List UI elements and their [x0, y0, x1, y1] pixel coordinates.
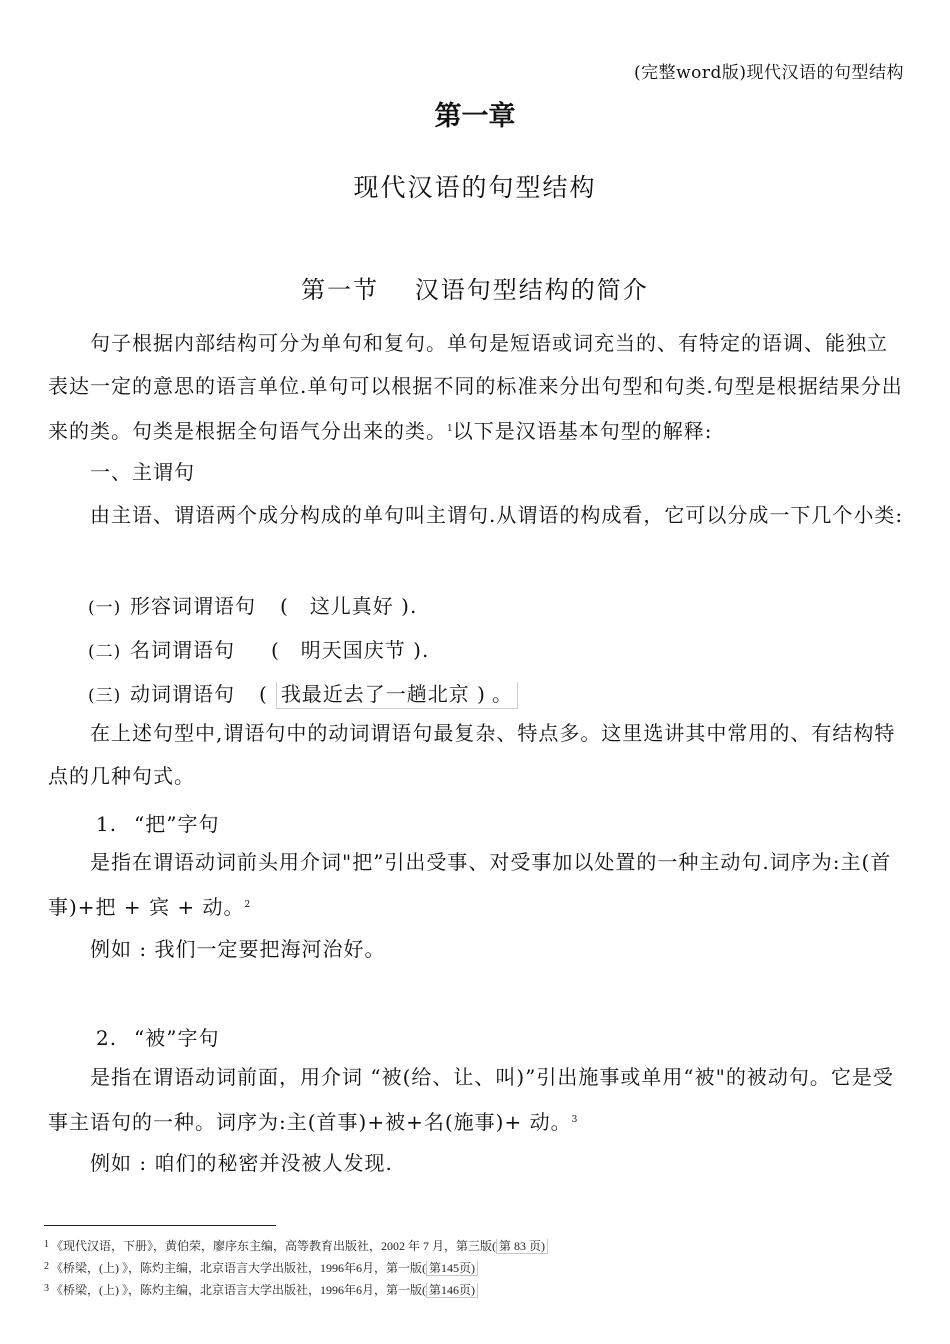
footnote-page: 第146页) [426, 1283, 478, 1298]
section-heading: 第一节 汉语句型结构的简介 [301, 276, 649, 304]
footnote-text: 《桥梁，(上) 》，陈灼主编，北京语言大学出版社，1996年6月，第一版( [51, 1261, 426, 1275]
ba-example: 例如 : 我们一定要把海河治好。 [90, 937, 386, 961]
list-item-end: 。 [490, 682, 518, 709]
list-item-number: (三) [88, 686, 122, 706]
heading-text: “被”字句 [134, 1026, 220, 1050]
list-item-label: 名词谓语句 [130, 638, 235, 662]
footnote [44, 1259, 478, 1276]
ba-text: 是指在谓语动词前头用介词"把”引出受事、对受事加以处置的一种主动句.词序为:主(首事)+把 + 宾 + 动。 [48, 850, 892, 919]
intro-tail: 以下是汉语基本句型的解释: [452, 419, 713, 443]
footnote-ref-1: 1 [447, 424, 453, 434]
bei-text: 是指在谓语动词前面，用介词 “被(给、让、叫)”引出施事或单用“被"的被动句。它是受事主语句的一种。词序为:主(首事)+被+名(施事)+ 动。 [48, 1065, 894, 1134]
bei-paragraph [48, 1056, 908, 1144]
footnote [44, 1281, 478, 1298]
list-item-open-paren: ( [259, 682, 268, 706]
footnote-page: 第145页) [426, 1261, 478, 1276]
list-item-number: (一) [88, 598, 122, 618]
list-item-example: ( 这儿真好 ). [280, 594, 418, 618]
footnote-number: 1 [44, 1239, 49, 1250]
footnote-separator [44, 1225, 276, 1226]
list-item [88, 634, 429, 663]
footnote-ref-2: 2 [244, 900, 251, 910]
heading-number: 2. [96, 1026, 118, 1050]
footnote-text: 《桥梁，(上) 》，陈灼主编，北京语言大学出版社，1996年6月，第一版( [51, 1283, 426, 1297]
list-item-label: 形容词谓语句 [130, 594, 256, 618]
heading-number: 1. [96, 812, 118, 836]
footnote [44, 1237, 548, 1254]
numbered-heading [96, 1022, 219, 1051]
intro-paragraph [48, 322, 908, 453]
bei-example: 例如 : 咱们的秘密并没被人发现. [90, 1151, 393, 1175]
chapter-title: 第一章 [434, 101, 516, 132]
heading-zhuwei: 一、主谓句 [90, 460, 195, 484]
ba-paragraph [48, 841, 908, 929]
intro-text: 句子根据内部结构可分为单句和复句。单句是短语或词充当的、有特定的语调、能独立表达一定的意思的语言单位.单句可以根据不同的标准来分出句型和句类.句型是根据结果分出来的类。句类是根据全句语气分出来的类。 [48, 331, 903, 443]
list-item-example: ( 明天国庆节 ). [271, 638, 430, 662]
document-title: 现代汉语的句型结构 [353, 173, 597, 202]
footnote-page: 第 83 页) [496, 1239, 548, 1254]
list-item-number: (二) [88, 642, 122, 662]
list-item [88, 678, 518, 707]
running-header: (完整word版)现代汉语的句型结构 [633, 63, 904, 83]
numbered-heading [96, 808, 219, 837]
heading-text: “把”字句 [134, 812, 220, 836]
zhuwei-paragraph: 由主语、谓语两个成分构成的单句叫主谓句.从谓语的构成看，它可以分成一下几个小类: [90, 503, 904, 527]
footnote-number: 3 [44, 1283, 49, 1294]
shangshu-paragraph: 在上述句型中,谓语句中的动词谓语句最复杂、特点多。这里选讲其中常用的、有结构特点的几种句式。 [48, 721, 896, 788]
footnote-text: 《现代汉语，下册》，黄伯荣，廖序东主编，高等教育出版社，2002 年 7 月，第三版( [51, 1239, 496, 1253]
list-item-label: 动词谓语句 [130, 682, 235, 706]
footnote-number: 2 [44, 1261, 49, 1272]
list-item-example: 我最近去了一趟北京 ) [276, 682, 490, 709]
footnote-ref-3: 3 [571, 1115, 578, 1125]
list-item [88, 590, 417, 619]
